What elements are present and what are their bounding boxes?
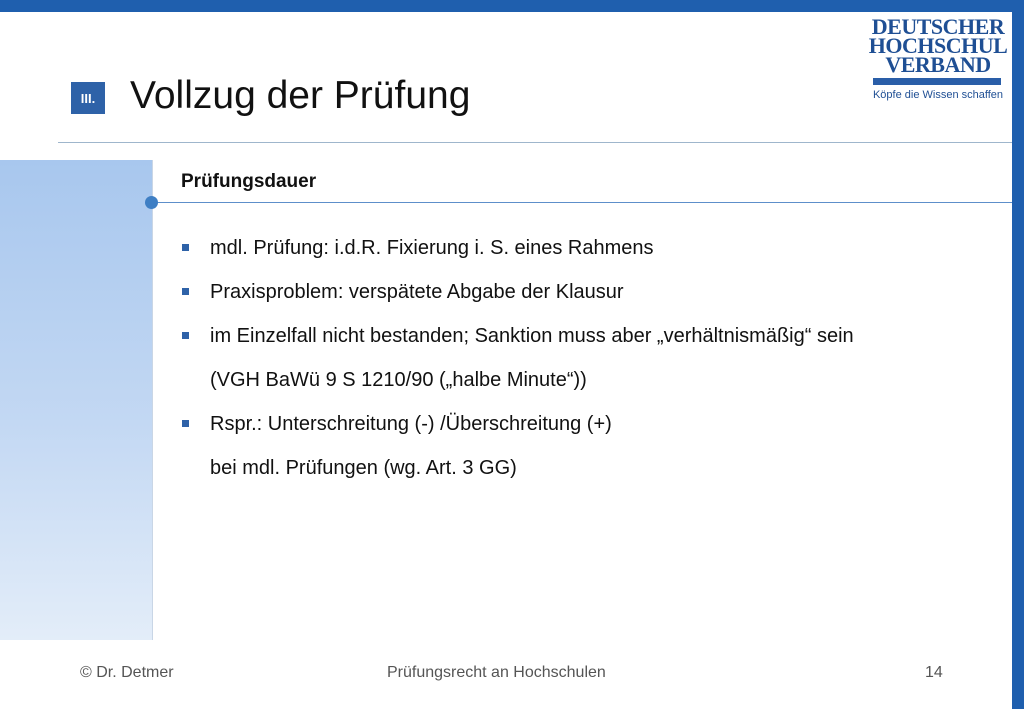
title-divider — [58, 142, 1012, 143]
decorative-side-panel — [0, 160, 152, 640]
square-bullet-icon — [182, 244, 189, 251]
bullet-item — [180, 402, 990, 490]
content-heading: Prüfungsdauer — [181, 171, 317, 192]
bullet-continuation: bei mdl. Prüfungen (wg. Art. 3 GG) — [210, 457, 517, 479]
logo-line-1: DEUTSCHER — [871, 14, 1005, 39]
side-panel-edge — [152, 160, 153, 640]
bullet-text: Rspr.: Unterschreitung (-) /Überschreitung (+) — [210, 413, 612, 435]
heading-dot-marker — [145, 196, 158, 209]
dhv-logo — [868, 14, 1008, 101]
right-frame-bar — [1012, 0, 1024, 709]
bullet-item — [180, 314, 990, 402]
logo-line-3: VERBAND — [885, 52, 991, 77]
logo-tagline: Köpfe die Wissen schaffen — [872, 89, 1004, 101]
footer-author: © Dr. Detmer — [80, 664, 174, 681]
section-number-badge: III. — [71, 82, 105, 114]
bullet-item — [180, 270, 990, 314]
bullet-text: im Einzelfall nicht bestanden; Sanktion muss aber „verhältnismäßig“ sein — [210, 325, 854, 347]
footer-topic: Prüfungsrecht an Hochschulen — [387, 664, 606, 681]
bullet-continuation: (VGH BaWü 9 S 1210/90 („halbe Minute“)) — [210, 369, 587, 391]
square-bullet-icon — [182, 288, 189, 295]
top-frame-bar — [0, 0, 1024, 12]
logo-bar — [873, 78, 1001, 85]
bullet-text: mdl. Prüfung: i.d.R. Fixierung i. S. eines Rahmens — [210, 237, 654, 259]
bullet-list — [180, 226, 990, 490]
logo-line-2: HOCHSCHUL — [868, 33, 1008, 58]
slide-title: Vollzug der Prüfung — [130, 74, 471, 117]
heading-divider — [152, 202, 1012, 203]
square-bullet-icon — [182, 332, 189, 339]
square-bullet-icon — [182, 420, 189, 427]
bullet-text: Praxisproblem: verspätete Abgabe der Klausur — [210, 281, 624, 303]
bullet-item — [180, 226, 990, 270]
page-number: 14 — [925, 664, 943, 681]
